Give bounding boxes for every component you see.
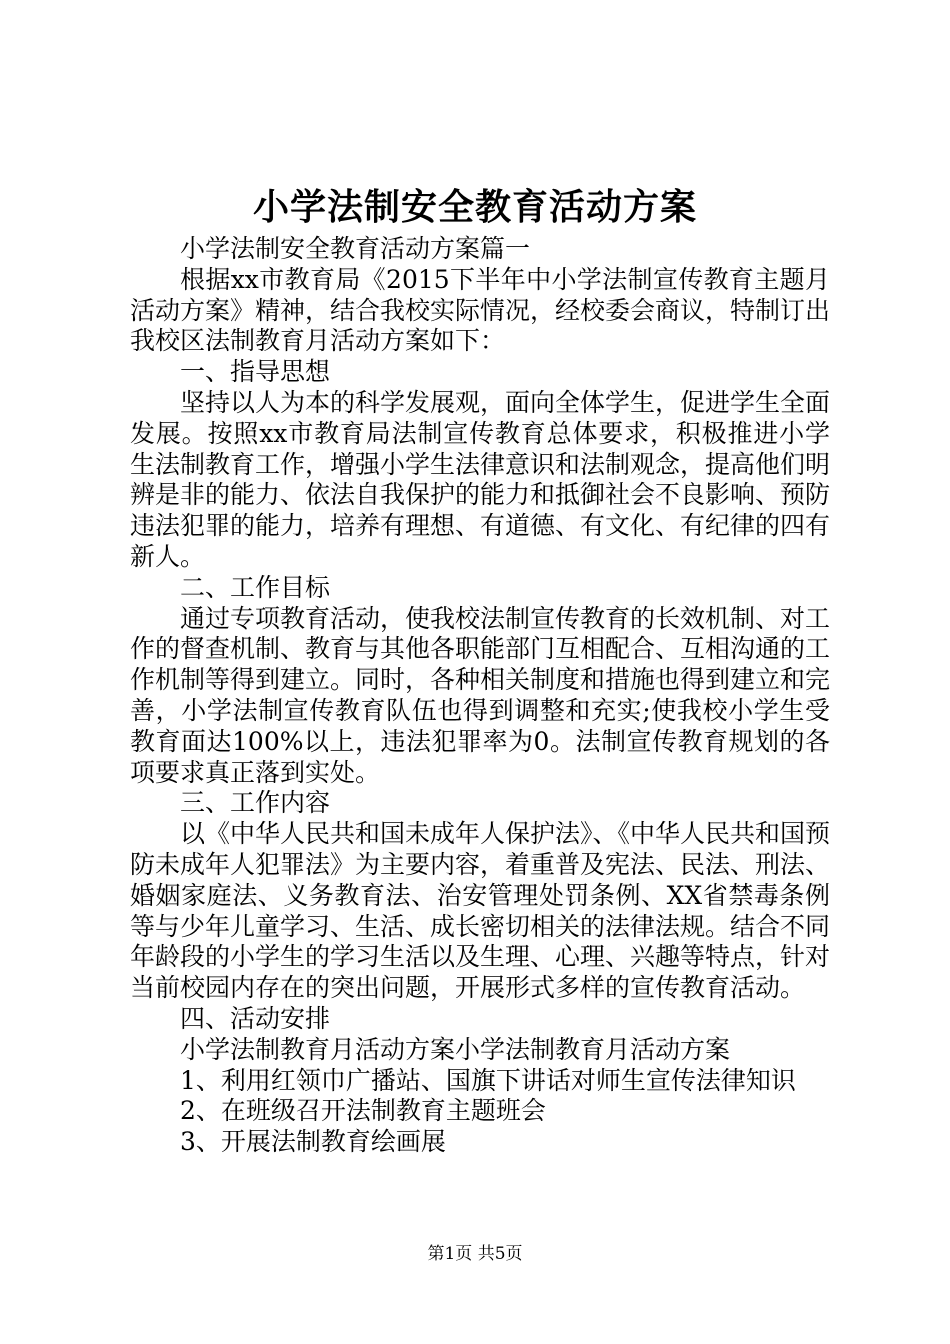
activity-item-3: 3、开展法制教育绘画展 — [180, 1127, 446, 1157]
paragraph-work-content: 以《中华人民共和国未成年人保护法》、《中华人民共和国预防未成年人犯罪法》为主要内容，着重普及宪法、民法、刑法、婚姻家庭法、义务教育法、治安管理处罚条例、XX省禁毒条例等与少年儿童学习、生活、成长密切相关的法律法规。结合不同年龄段的小学生的学习生活以及生理、心理、兴趣等特点，针对当前校园内存在的突出问题，开展形式多样的宣传教育活动。 — [130, 819, 831, 1003]
heading-work-content: 三、工作内容 — [180, 788, 331, 818]
heading-activity-arrangement: 四、活动安排 — [180, 1003, 331, 1033]
heading-work-goals: 二、工作目标 — [180, 572, 331, 602]
paragraph-guiding-ideology: 坚持以人为本的科学发展观，面向全体学生，促进学生全面发展。按照xx市教育局法制宣传教育总体要求，积极推进小学生法制教育工作，增强小学生法律意识和法制观念，提高他们明辨是非的能力、依法自我保护的能力和抵御社会不良影响、预防违法犯罪的能力，培养有理想、有道德、有文化、有纪律的四有新人。 — [130, 387, 831, 571]
activity-item-2: 2、在班级召开法制教育主题班会 — [180, 1096, 546, 1126]
section-heading-part-one: 小学法制安全教育活动方案篇一 — [180, 234, 531, 263]
paragraph-work-goals: 通过专项教育活动，使我校法制宣传教育的长效机制、对工作的督查机制、教育与其他各职能部门互相配合、互相沟通的工作机制等得到建立。同时，各种相关制度和措施也得到建立和完善，小学法制宣传教育队伍也得到调整和充实;使我校小学生受教育面达100%以上，违法犯罪率为0。法制宣传教育规划的各项要求真正落到实处。 — [130, 603, 831, 787]
activity-item-1: 1、利用红领巾广播站、国旗下讲话对师生宣传法律知识 — [180, 1065, 796, 1095]
document-body — [130, 234, 830, 1158]
heading-guiding-ideology: 一、指导思想 — [180, 357, 331, 387]
activity-plan-subtitle: 小学法制教育月活动方案小学法制教育月活动方案 — [180, 1034, 731, 1064]
page-number: 第1页 共5页 — [427, 1244, 523, 1264]
intro-paragraph: 根据xx市教育局《2015下半年中小学法制宣传教育主题月活动方案》精神，结合我校实际情况，经校委会商议，特制订出我校区法制教育月活动方案如下： — [130, 264, 831, 356]
document-title: 小学法制安全教育活动方案 — [252, 186, 697, 228]
